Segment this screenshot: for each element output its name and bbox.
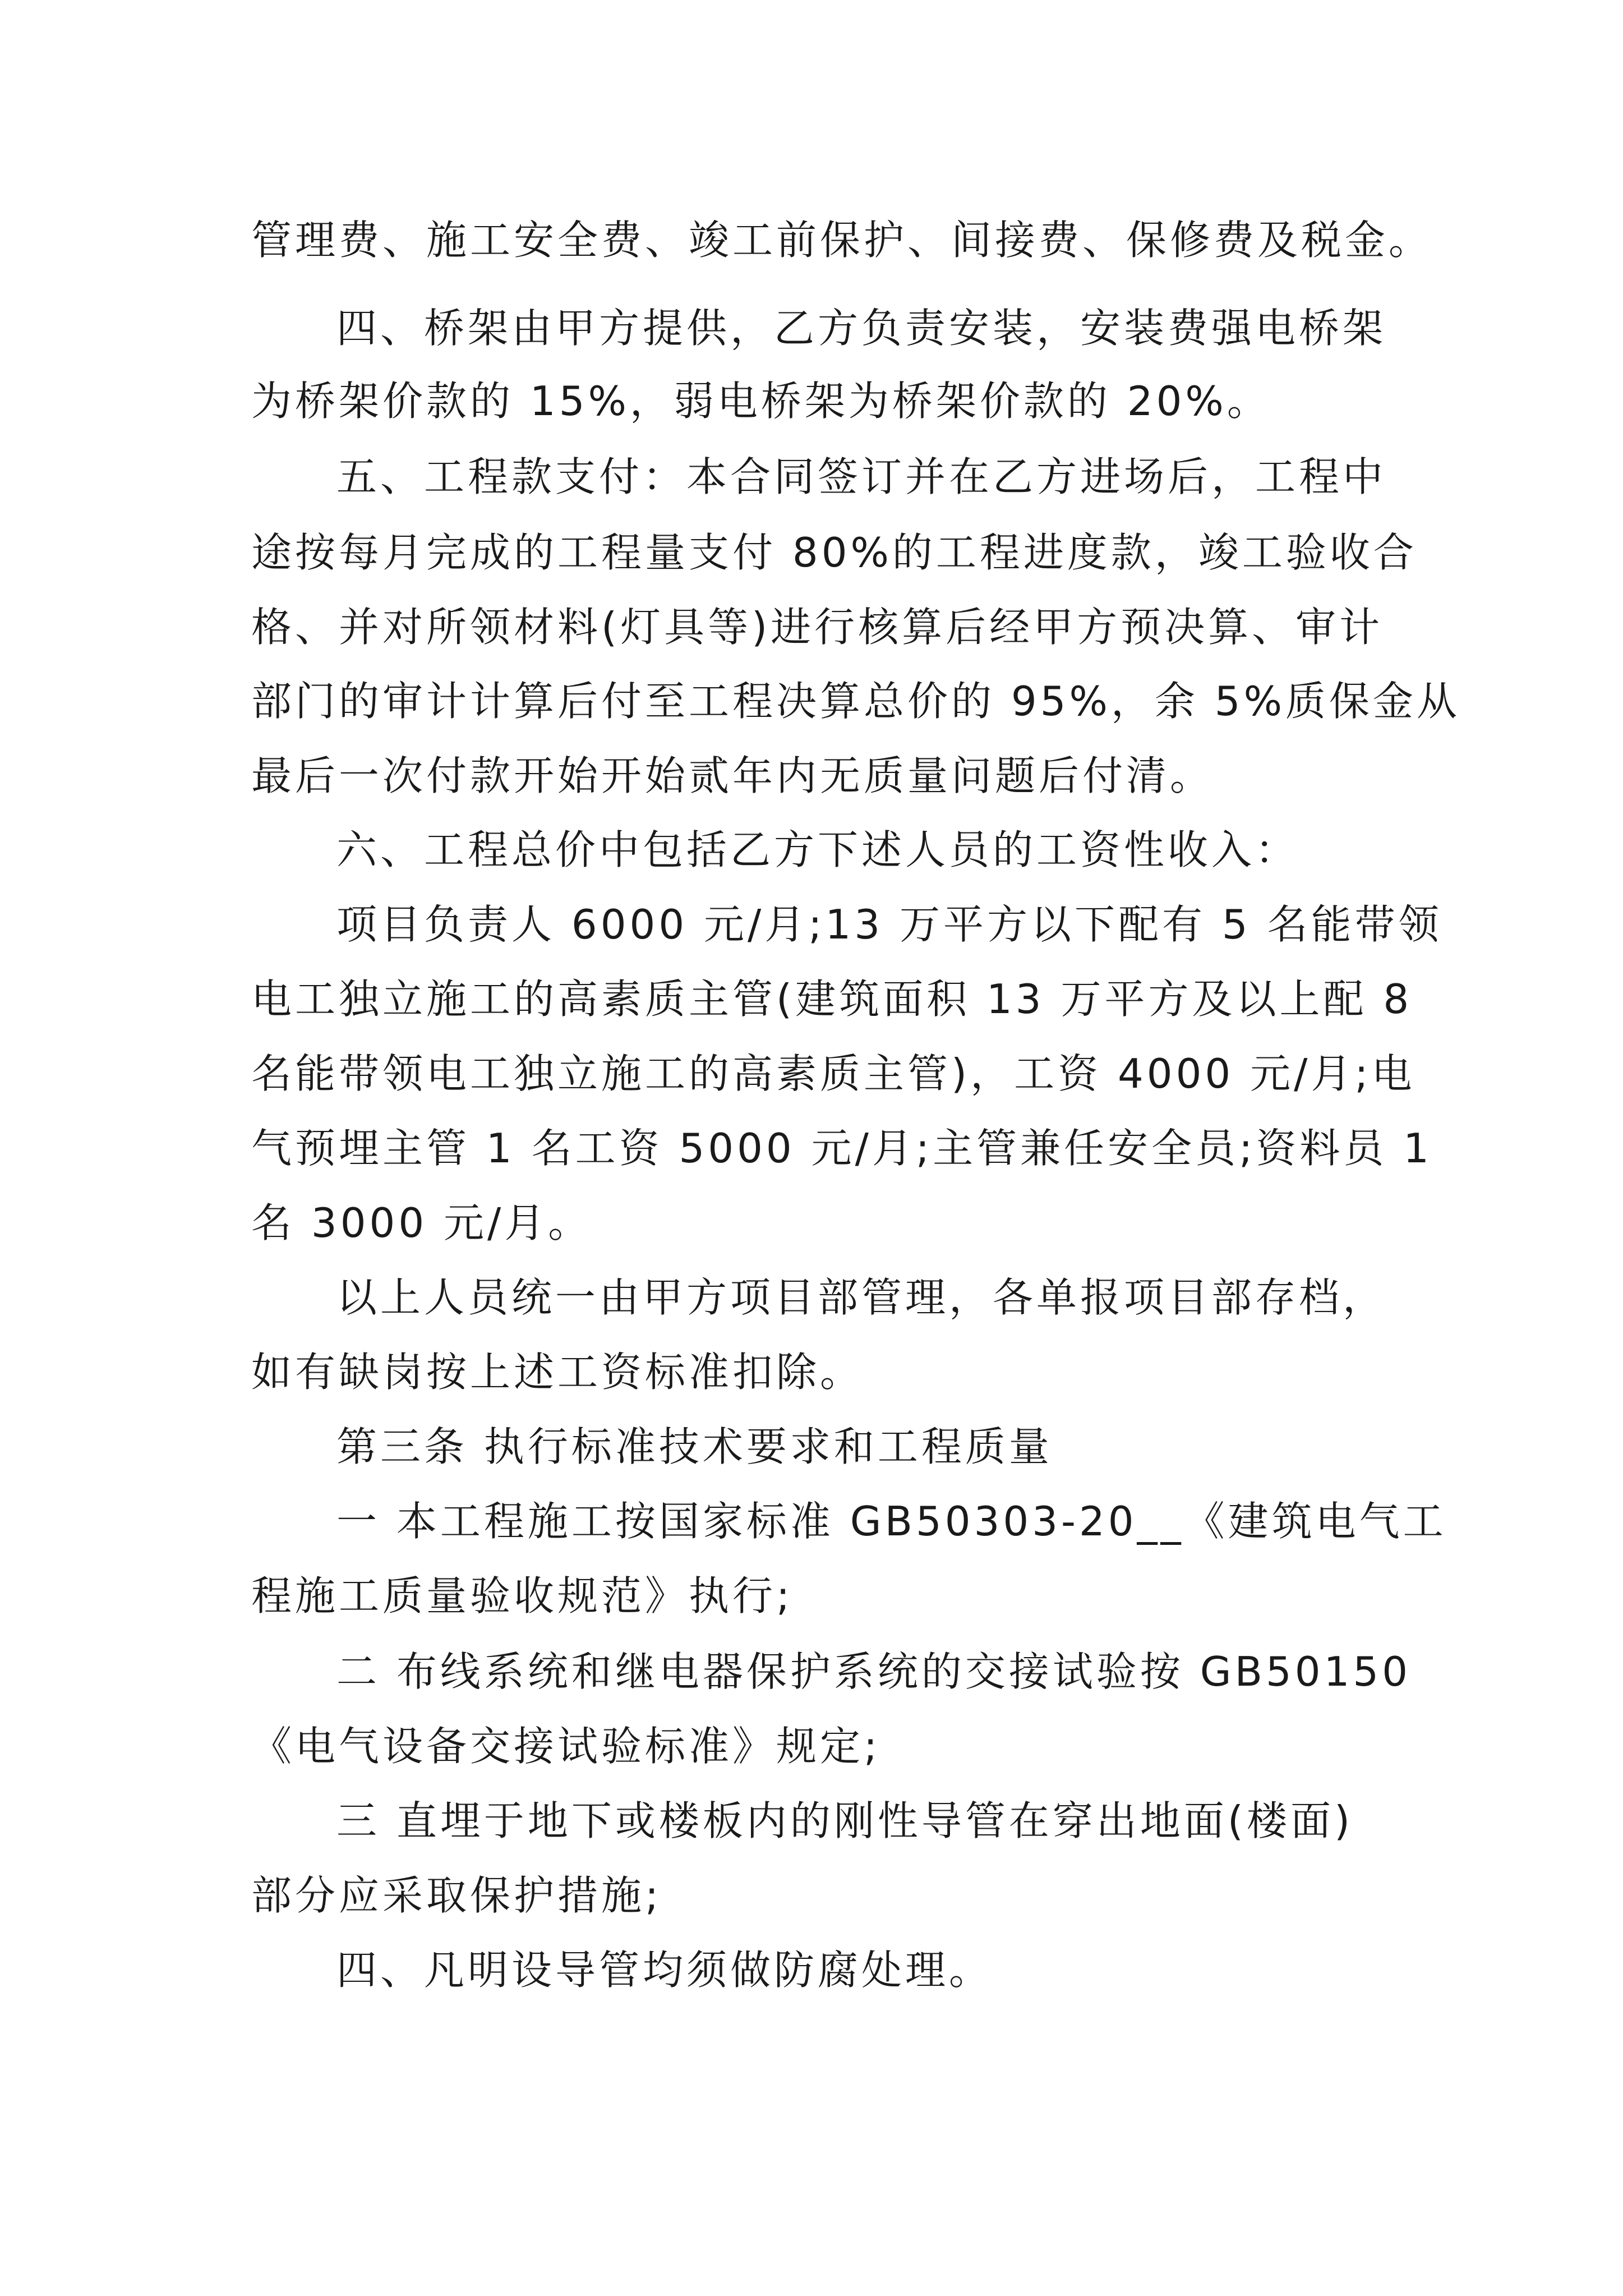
paragraph-line: 五、工程款支付：本合同签订并在乙方进场后，工程中: [336, 453, 1387, 500]
paragraph-line: 途按每月完成的工程量支付 80%的工程进度款，竣工验收合: [251, 529, 1417, 576]
paragraph-line: 名能带领电工独立施工的高素质主管)，工资 4000 元/月;电: [251, 1050, 1415, 1097]
paragraph-line: 二 布线系统和继电器保护系统的交接试验按 GB50150: [336, 1648, 1412, 1695]
paragraph-line: 四、桥架由甲方提供，乙方负责安装，安装费强电桥架: [336, 305, 1387, 352]
paragraph-line: 电工独立施工的高素质主管(建筑面积 13 万平方及以上配 8: [251, 976, 1413, 1023]
paragraph-line: 四、凡明设导管均须做防腐处理。: [336, 1947, 993, 1994]
paragraph-line: 程施工质量验收规范》执行;: [251, 1572, 794, 1619]
paragraph-line: 以上人员统一由甲方项目部管理，各单报项目部存档，: [336, 1274, 1387, 1321]
paragraph-line: 气预埋主管 1 名工资 5000 元/月;主管兼任安全员;资料员 1: [251, 1125, 1433, 1172]
section-heading: 第三条 执行标准技术要求和工程质量: [336, 1423, 1053, 1470]
paragraph-line: 格、并对所领材料(灯具等)进行核算后经甲方预决算、审计: [251, 604, 1384, 651]
paragraph-line: 如有缺岗按上述工资标准扣除。: [251, 1349, 864, 1396]
paragraph-line: 一 本工程施工按国家标准 GB50303-20__《建筑电气工: [336, 1498, 1447, 1545]
paragraph-line: 《电气设备交接试验标准》规定;: [251, 1723, 881, 1770]
paragraph-line: 项目负责人 6000 元/月;13 万平方以下配有 5 名能带领: [336, 901, 1442, 948]
paragraph-line: 为桥架价款的 15%，弱电桥架为桥架价款的 20%。: [251, 378, 1271, 425]
paragraph-line: 三 直埋于地下或楼板内的刚性导管在穿出地面(楼面): [336, 1797, 1354, 1844]
paragraph-line: 管理费、施工安全费、竣工前保护、间接费、保修费及税金。: [251, 217, 1433, 264]
paragraph-line: 最后一次付款开始开始贰年内无质量问题后付清。: [251, 752, 1214, 799]
paragraph-line: 部门的审计计算后付至工程决算总价的 95%，余 5%质保金从: [251, 678, 1461, 725]
paragraph-line: 部分应采取保护措施;: [251, 1872, 662, 1919]
paragraph-line: 六、工程总价中包括乙方下述人员的工资性收入：: [336, 826, 1299, 873]
paragraph-line: 名 3000 元/月。: [251, 1199, 592, 1246]
